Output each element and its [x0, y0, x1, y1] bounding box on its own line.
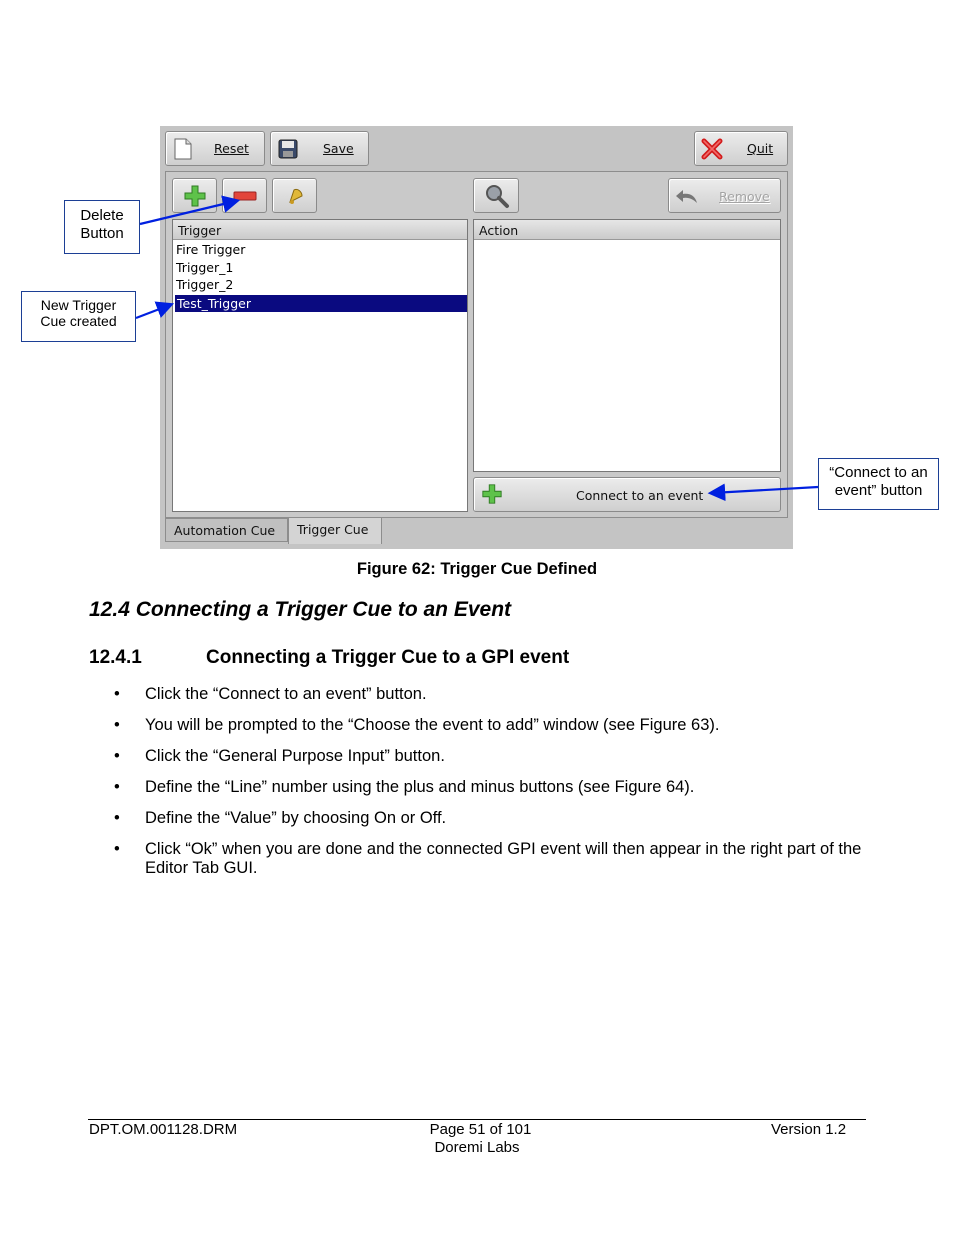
- footer-doc-id: DPT.OM.001128.DRM: [89, 1121, 238, 1138]
- list-item: • Define the “Value” by choosing On or Off.: [114, 809, 447, 827]
- callout-connect-line2: event” button: [834, 482, 923, 499]
- instruction-list: [114, 685, 874, 890]
- save-label: Save: [323, 141, 354, 156]
- list-item: • You will be prompted to the “Choose the event to add” window (see Figure 63).: [114, 716, 720, 734]
- figure-caption: Figure 62: Trigger Cue Defined: [356, 560, 598, 578]
- list-item: • Click the “General Purpose Input” button.: [114, 747, 445, 765]
- list-item[interactable]: Trigger_2: [176, 277, 234, 292]
- section-heading: 12.4 Connecting a Trigger Cue to an Event: [89, 598, 512, 621]
- action-list-header[interactable]: Action: [474, 220, 780, 240]
- tab-trigger-cue-label: Trigger Cue: [297, 522, 369, 537]
- footer-page-number: Page 51 of 101: [429, 1121, 532, 1138]
- list-item: • Define the “Line” number using the plus and minus buttons (see Figure 64).: [114, 778, 695, 796]
- footer-company: Doremi Labs: [434, 1139, 520, 1156]
- subsection-number: 12.4.1: [89, 647, 142, 668]
- arrow-connect: [712, 487, 818, 493]
- callout-delete-line2: Button: [80, 225, 124, 242]
- callout-arrows: [0, 0, 954, 560]
- callout-delete-line1: Delete: [80, 207, 124, 224]
- list-item: • Click “Ok” when you are done and the connected GPI event will then appear in the right part of the Editor Tab GUI.: [114, 840, 862, 877]
- subsection-title: Connecting a Trigger Cue to a GPI event: [206, 647, 570, 668]
- list-item-selected[interactable]: Test_Trigger: [175, 295, 467, 312]
- arrow-new-trigger: [136, 305, 170, 318]
- footer-divider: [88, 1119, 866, 1120]
- tab-automation-cue-label: Automation Cue: [174, 523, 276, 538]
- reset-label: Reset: [214, 141, 249, 156]
- footer-version: Version 1.2: [771, 1121, 847, 1138]
- arrow-delete: [140, 201, 236, 224]
- callout-new-trigger-line1: New Trigger: [40, 297, 117, 313]
- trigger-list-header[interactable]: Trigger: [173, 220, 467, 240]
- list-item[interactable]: Fire Trigger: [176, 242, 246, 257]
- list-item[interactable]: Trigger_1: [176, 260, 234, 275]
- list-item: • Click the “Connect to an event” button.: [114, 685, 427, 703]
- callout-new-trigger-line2: Cue created: [40, 313, 117, 329]
- connect-label: Connect to an event: [576, 488, 704, 503]
- callout-connect-line1: “Connect to an: [829, 464, 928, 481]
- remove-label: Remove: [719, 189, 770, 204]
- quit-label: Quit: [747, 141, 774, 156]
